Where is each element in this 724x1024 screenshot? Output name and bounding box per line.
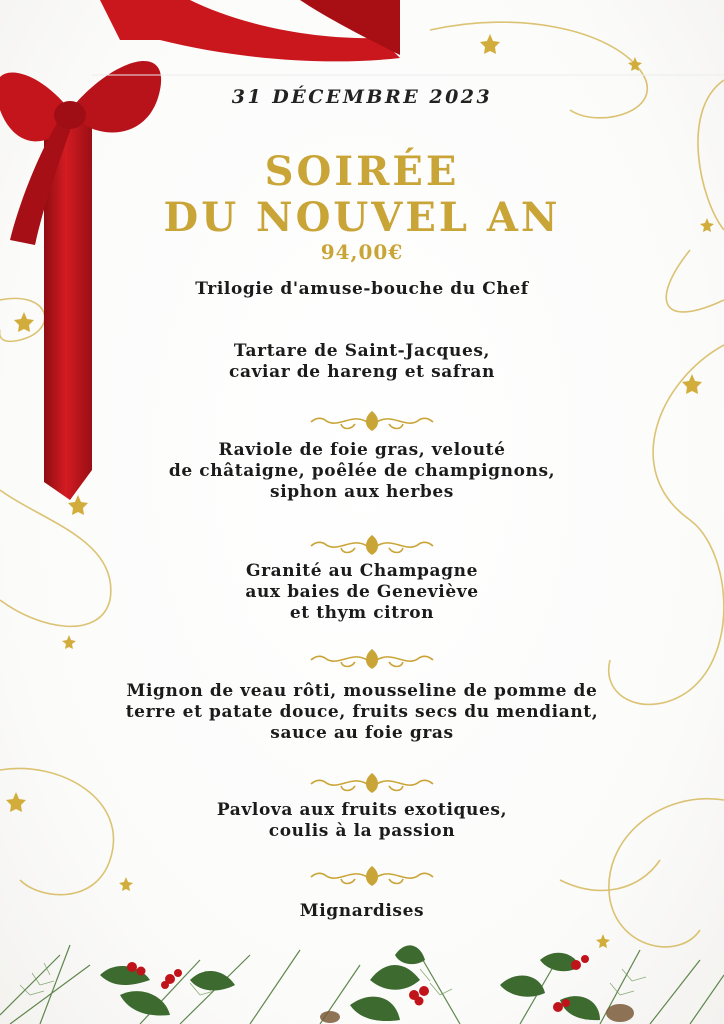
course-line: Pavlova aux fruits exotiques, [216,800,508,820]
gold-flourish-divider [307,408,437,434]
course-granite [0,561,724,624]
course-line: coulis à la passion [268,821,456,841]
course-line: Trilogie d'amuse-bouche du Chef [195,279,529,299]
course-tartare [0,341,724,383]
course-raviole [0,440,724,503]
course-mignardises [0,901,724,922]
course-mignon-de-veau [0,681,724,744]
gold-flourish-divider [307,863,437,889]
menu-price: 94,00€ [320,240,404,264]
course-line: et thym citron [289,603,435,623]
course-line: caviar de hareng et safran [229,362,495,382]
course-pavlova [0,800,724,842]
menu-date: 31 DÉCEMBRE 2023 [231,86,493,108]
gold-flourish-divider [307,646,437,672]
course-line: terre et patate douce, fruits secs du mendiant, [125,702,599,722]
course-line: sauce au foie gras [270,723,454,743]
course-line: Mignon de veau rôti, mousseline de pomme de [126,681,598,701]
course-line: Tartare de Saint-Jacques, [233,341,491,361]
course-line: Mignardises [299,901,425,921]
menu-title-line1: SOIRÉE [264,148,460,195]
holly-pine-garland [0,935,724,1024]
course-line: aux baies de Geneviève [245,582,479,602]
course-line: Raviole de foie gras, velouté [218,440,506,460]
gold-flourish-divider [307,770,437,796]
course-line: siphon aux herbes [270,482,454,502]
menu-title-line2: DU NOUVEL AN [163,194,561,241]
course-amuse-bouche [0,279,724,300]
course-line: Granité au Champagne [245,561,479,581]
course-line: de châtaigne, poêlée de champignons, [168,461,556,481]
gold-flourish-divider [307,532,437,558]
